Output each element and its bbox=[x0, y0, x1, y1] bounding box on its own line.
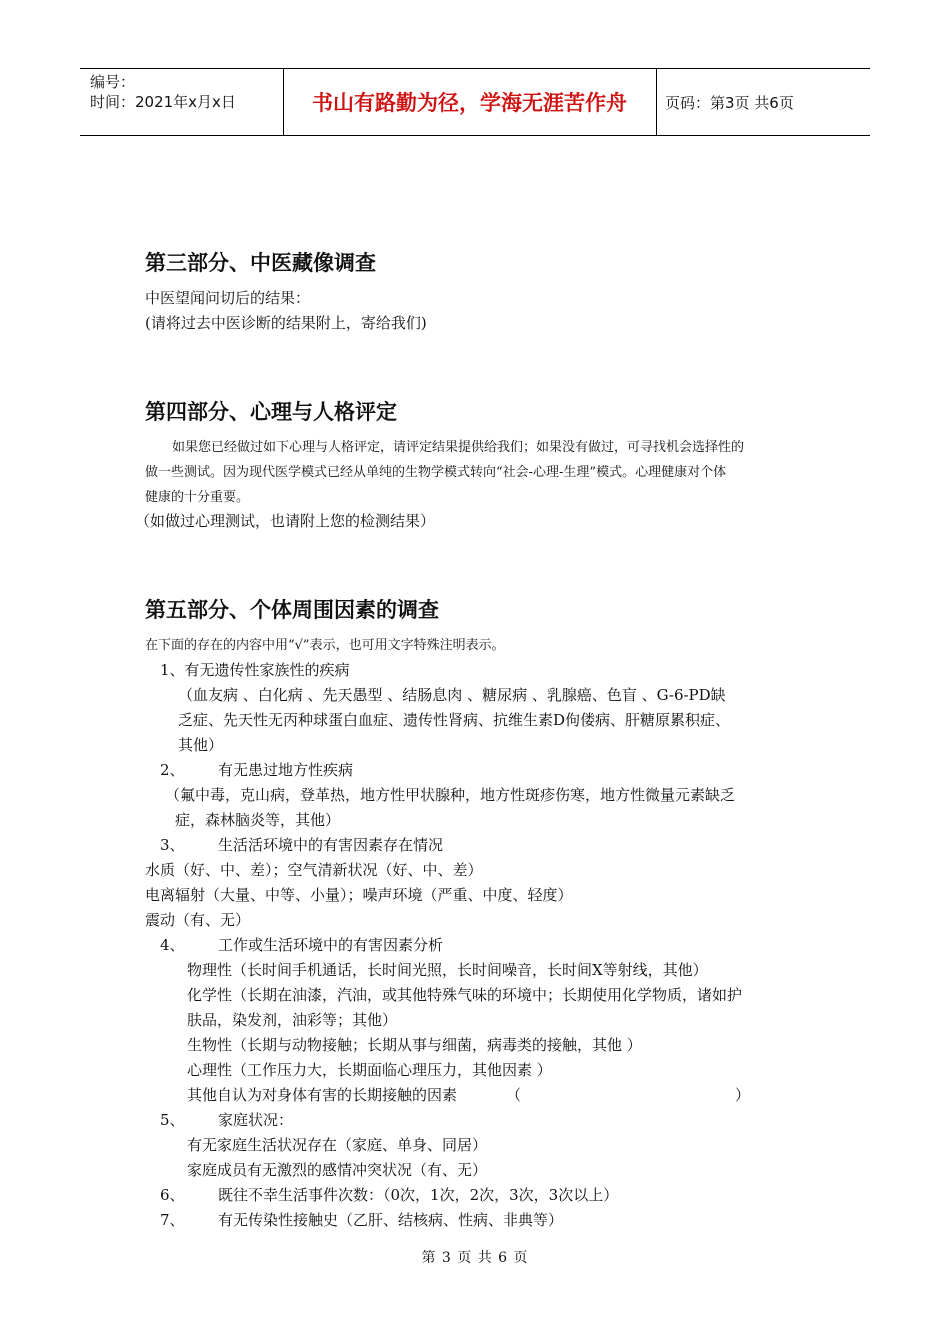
item4-title: 工作或生活环境中的有害因素分析 bbox=[218, 936, 444, 954]
item3-number: 3、 bbox=[160, 836, 185, 854]
page-footer: 第 3 页 共 6 页 bbox=[421, 1250, 529, 1266]
page-header bbox=[80, 68, 870, 136]
section4-title: 第四部分、心理与人格评定 bbox=[145, 400, 397, 424]
item4-other-label: 其他自认为对身体有害的长期接触的因素 bbox=[187, 1086, 458, 1104]
item1-title: 1、有无遗传性家族性的疾病 bbox=[160, 661, 350, 679]
item6-title: 既往不幸生活事件次数：（0次，1次，2次，3次，3次以上） bbox=[218, 1186, 619, 1204]
item3-line: 震动（有、无） bbox=[145, 911, 251, 929]
item1-line: （血友病 、白化病 、先天愚型 、结肠息肉 、糖尿病 、乳腺癌、色盲 、G-6-PD缺 bbox=[178, 686, 726, 704]
item2-line: 症，森林脑炎等，其他） bbox=[175, 811, 341, 829]
header-meta bbox=[90, 72, 236, 112]
item1-line: 乏症、先天性无丙种球蛋白血症、遗传性肾病、抗维生素D佝偻病、肝糖原累积症、 bbox=[178, 711, 731, 729]
item3-title: 生活活环境中的有害因素存在情况 bbox=[218, 836, 444, 854]
item5-number: 5、 bbox=[160, 1111, 185, 1129]
section5-intro: 在下面的存在的内容中用“√”表示，也可用文字特殊注明表示。 bbox=[145, 638, 505, 653]
item2-title: 有无患过地方性疾病 bbox=[218, 761, 354, 779]
section3-title: 第三部分、中医藏像调查 bbox=[145, 251, 376, 275]
section4-para-line: 做一些测试。因为现代医学模式已经从单纯的生物学模式转向“社会-心理-生理”模式。心理健康对个体 bbox=[145, 465, 727, 480]
section5-title: 第五部分、个体周围因素的调查 bbox=[145, 598, 439, 622]
item5-title: 家庭状况： bbox=[218, 1111, 294, 1129]
item6-number: 6、 bbox=[160, 1186, 185, 1204]
header-page-code: 页码：第3页 共6页 bbox=[665, 94, 794, 112]
item5-line: 家庭成员有无激烈的感情冲突状况（有、无） bbox=[187, 1161, 488, 1179]
section4-note: （如做过心理测试，也请附上您的检测结果） bbox=[135, 512, 436, 530]
number-label: 编号： bbox=[90, 73, 136, 91]
item3-line: 电离辐射（大量、中等、小量）；噪声环境（严重、中度、轻度） bbox=[145, 886, 573, 904]
section4-para-line: 健康的十分重要。 bbox=[145, 490, 250, 505]
section4-para-line: 如果您已经做过如下心理与人格评定，请评定结果提供给我们；如果没有做过，可寻找机会选择性的 bbox=[172, 440, 745, 455]
item7-title: 有无传染性接触史（乙肝、结核病、性病、非典等） bbox=[218, 1211, 564, 1229]
item4-other-open: （ bbox=[506, 1086, 522, 1104]
item4-line: 心理性（工作压力大，长期面临心理压力，其他因素 ） bbox=[187, 1061, 552, 1079]
item4-line: 生物性（长期与动物接触；长期从事与细菌，病毒类的接触，其他 ） bbox=[187, 1036, 642, 1054]
item2-line: （氟中毒，克山病，登革热，地方性甲状腺种，地方性斑疹伤寒，地方性微量元素缺乏 bbox=[165, 786, 736, 804]
item4-line: 物理性（长时间手机通话，长时间光照，长时间噪音，长时间X等射线，其他） bbox=[187, 961, 708, 979]
date-label: 时间：2021年x月x日 bbox=[90, 93, 236, 111]
item4-number: 4、 bbox=[160, 936, 185, 954]
header-divider bbox=[656, 68, 657, 136]
item5-line: 有无家庭生活状况存在（家庭、单身、同居） bbox=[187, 1136, 488, 1154]
section3-line: (请将过去中医诊断的结果附上，寄给我们) bbox=[145, 314, 427, 332]
item4-line: 化学性（长期在油漆，汽油，或其他特殊气味的环境中；长期使用化学物质，诸如护 bbox=[187, 986, 743, 1004]
item1-line: 其他） bbox=[178, 736, 224, 754]
item3-line: 水质（好、中、差）；空气清新状况（好、中、差） bbox=[145, 861, 483, 879]
item7-number: 7、 bbox=[160, 1211, 185, 1229]
item2-number: 2、 bbox=[160, 761, 185, 779]
item4-line: 肤品，染发剂，油彩等；其他） bbox=[187, 1011, 398, 1029]
header-motto: 书山有路勤为径，学海无涯苦作舟 bbox=[312, 91, 627, 115]
section3-line: 中医望闻问切后的结果： bbox=[145, 289, 311, 307]
item4-other-close: ） bbox=[735, 1086, 751, 1104]
